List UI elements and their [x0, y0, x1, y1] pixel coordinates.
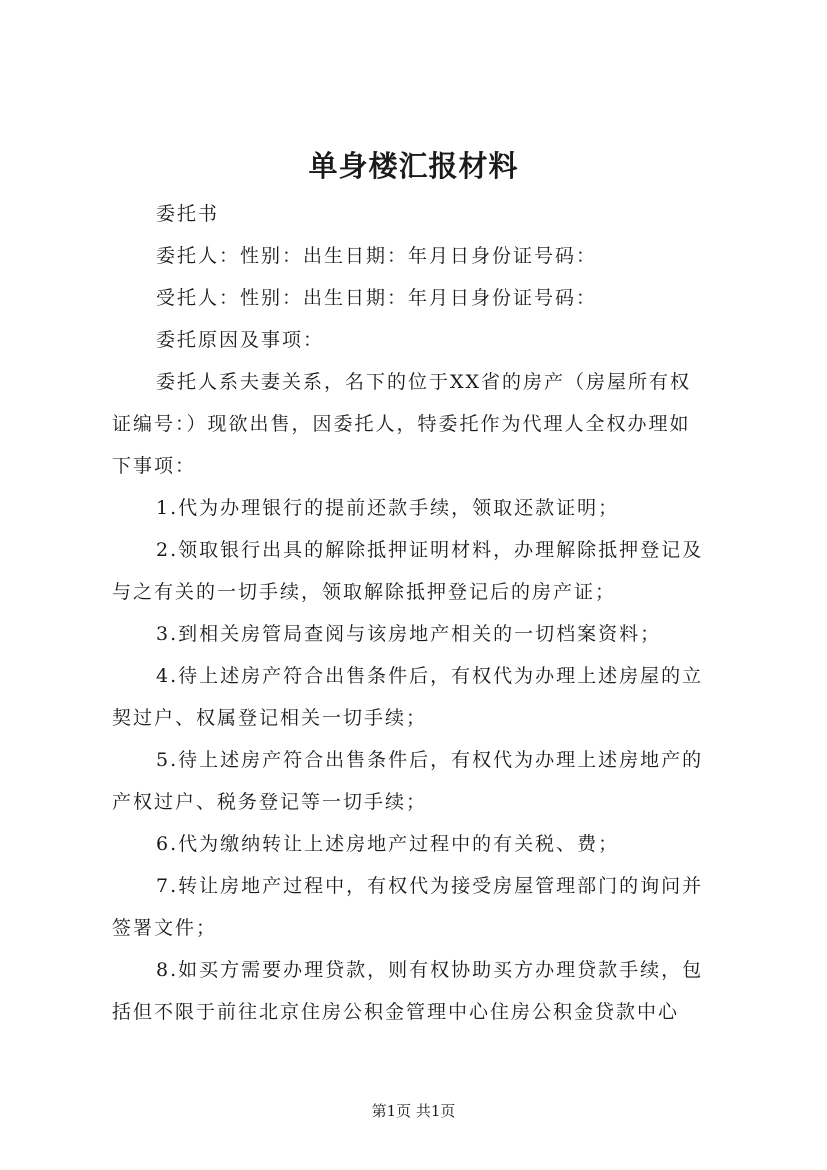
paragraph-line: 委托人：性别：出生日期：年月日身份证号码： [156, 245, 598, 267]
paragraph-line: 契过户、权属登记相关一切手续； [112, 707, 428, 729]
paragraph-line: 1.代为办理银行的提前还款手续，领取还款证明； [156, 497, 620, 519]
paragraph-line: 委托书 [156, 203, 220, 225]
paragraph-line: 下事项： [112, 455, 197, 477]
paragraph-line: 5.待上述房产符合出售条件后，有权代为办理上述房地产的 [156, 749, 704, 771]
paragraph-line: 7.转让房地产过程中，有权代为接受房屋管理部门的询问并 [156, 875, 704, 897]
paragraph-line: 2.领取银行出具的解除抵押证明材料，办理解除抵押登记及 [156, 539, 704, 561]
paragraph-line: 与之有关的一切手续，领取解除抵押登记后的房产证； [112, 581, 617, 603]
document-title: 单身楼汇报材料 [308, 149, 519, 183]
paragraph-line: 委托人系夫妻关系，名下的位于XX省的房产（房屋所有权 [156, 371, 692, 393]
paragraph-line: 证编号：）现欲出售，因委托人，特委托作为代理人全权办理如 [112, 413, 691, 435]
paragraph-line: 4.待上述房产符合出售条件后，有权代为办理上述房屋的立 [156, 665, 704, 687]
paragraph-line: 委托原因及事项： [156, 329, 325, 351]
paragraph-line: 签署文件； [112, 917, 218, 939]
paragraph-line: 3.到相关房管局查阅与该房地产相关的一切档案资料； [156, 623, 662, 645]
paragraph-line: 8.如买方需要办理贷款，则有权协助买方办理贷款手续，包 [156, 959, 704, 981]
paragraph-line: 产权过户、税务登记等一切手续； [112, 791, 428, 813]
page-footer: 第1页 共1页 [371, 1102, 456, 1120]
paragraph-line: 括但不限于前往北京住房公积金管理中心住房公积金贷款中心 [112, 1001, 680, 1023]
paragraph-line: 6.代为缴纳转让上述房地产过程中的有关税、费； [156, 833, 620, 855]
paragraph-line: 受托人：性别：出生日期：年月日身份证号码： [156, 287, 598, 309]
